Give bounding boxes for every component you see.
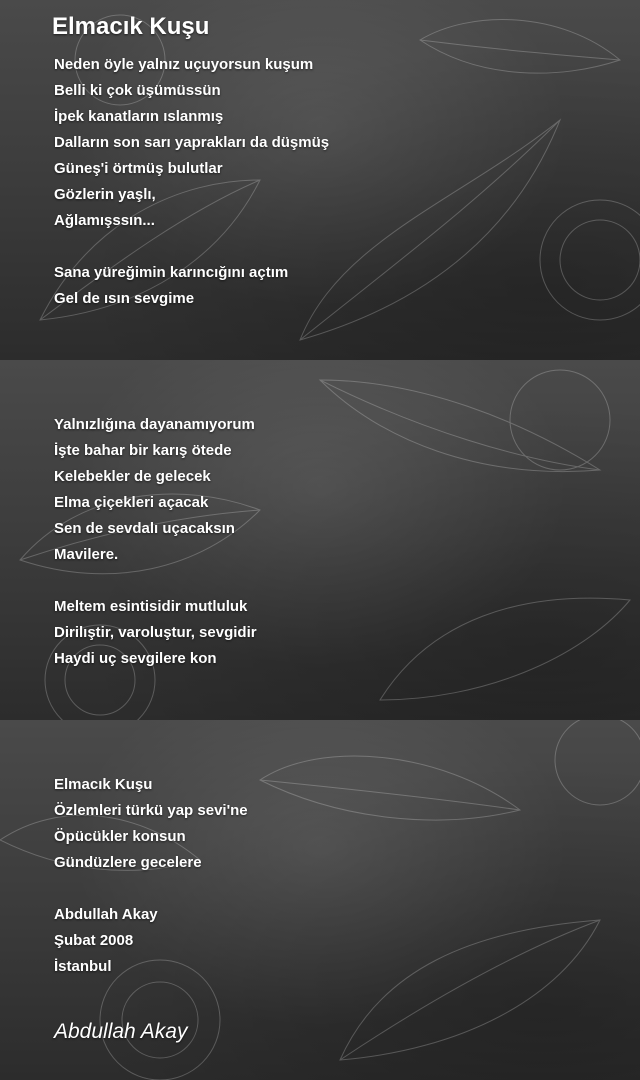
poem-line: Kelebekler de gelecek xyxy=(54,468,211,485)
poem-line: Sana yüreğimin karıncığını açtım xyxy=(54,264,289,281)
poem-line: Gözlerin yaşlı, xyxy=(54,186,156,203)
poem-title: Elmacık Kuşu xyxy=(52,13,210,40)
poem-panel-3 xyxy=(0,720,640,1080)
poem-line: Yalnızlığına dayanamıyorum xyxy=(54,416,255,433)
poem-line: Meltem esintisidir mutluluk xyxy=(54,598,248,615)
poem-line: Dirilıştir, varoluştur, sevgidir xyxy=(54,624,257,641)
poem-line: Belli ki çok üşümüssün xyxy=(54,82,221,99)
poem-stanza-block-2 xyxy=(54,412,614,672)
poem-line: Elmacık Kuşu xyxy=(54,776,153,793)
poem-line: Güneş'i örtmüş bulutlar xyxy=(54,160,223,177)
poem-stanza-block-3 xyxy=(54,772,614,980)
author-signature: Abdullah Akay xyxy=(54,1020,188,1043)
poem-place-line: İstanbul xyxy=(54,958,112,975)
poem-line: İpek kanatların ıslanmış xyxy=(54,108,224,125)
poem-panel-2 xyxy=(0,360,640,720)
poem-stanza-break xyxy=(54,568,614,594)
poem-line: Neden öyle yalnız uçuyorsun kuşum xyxy=(54,56,314,73)
poem-stanza-block-1 xyxy=(54,52,614,312)
poem-panel-1 xyxy=(0,0,640,360)
poem-line: Gel de ısın sevgime xyxy=(54,290,195,307)
poem-line: İşte bahar bir karış ötede xyxy=(54,442,232,459)
poem-line: Gündüzlere gecelere xyxy=(54,854,202,871)
poem-stanza-break xyxy=(54,234,614,260)
poem-line: Öpücükler konsun xyxy=(54,828,186,845)
poem-stanza-break xyxy=(54,876,614,902)
poem-line: Sen de sevdalı uçacaksın xyxy=(54,520,235,537)
poem-date-line: Şubat 2008 xyxy=(54,932,134,949)
poem-line: Ağlamışssın... xyxy=(54,212,155,229)
poem-author-line: Abdullah Akay xyxy=(54,906,158,923)
poem-line: Mavilere. xyxy=(54,546,119,563)
poem-line: Özlemleri türkü yap sevi'ne xyxy=(54,802,248,819)
poem-line: Dalların son sarı yaprakları da düşmüş xyxy=(54,134,330,151)
poem-line: Haydi uç sevgilere kon xyxy=(54,650,217,667)
poem-line: Elma çiçekleri açacak xyxy=(54,494,209,511)
